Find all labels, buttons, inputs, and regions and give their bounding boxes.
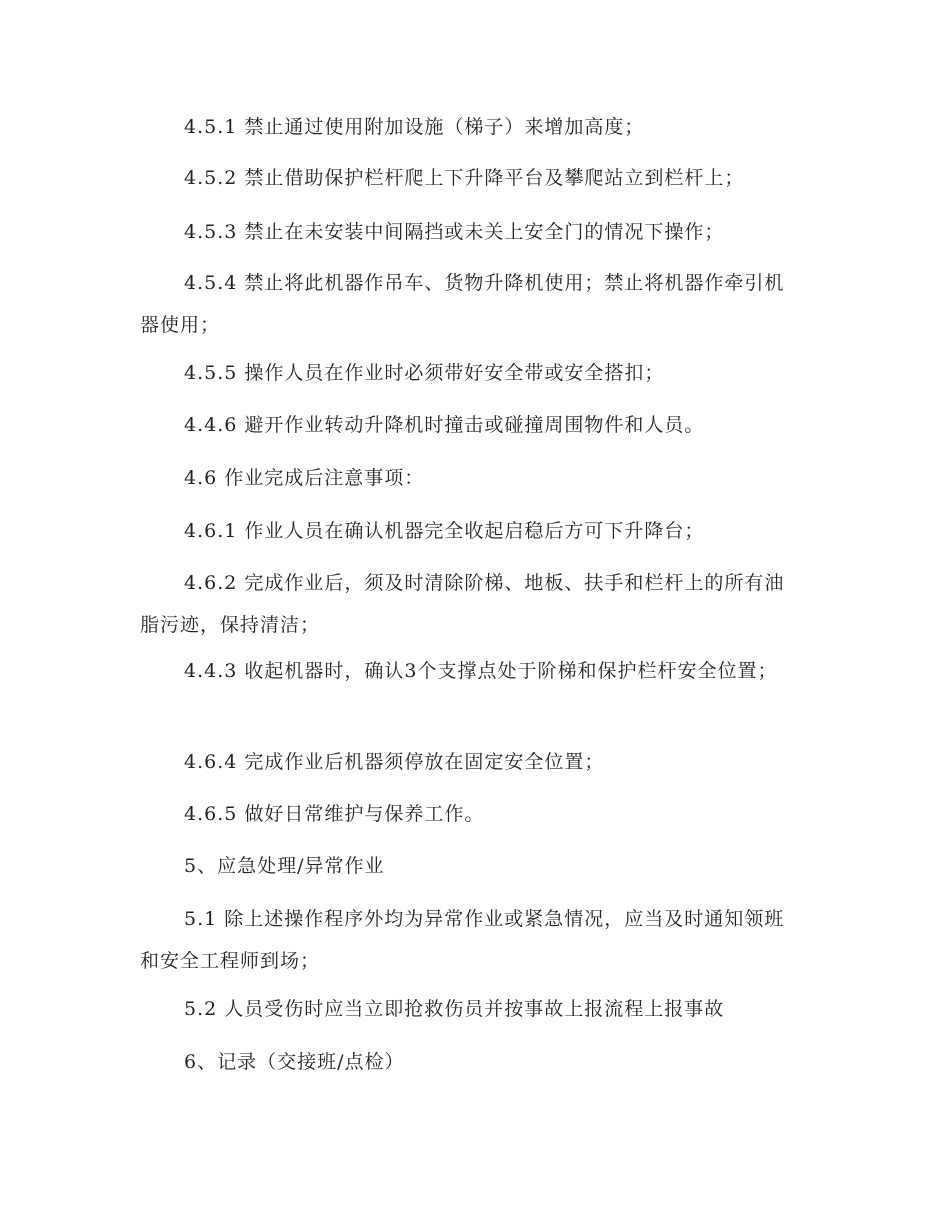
paragraph-4-5-5: 4.5.5 操作人员在作业时必须带好安全带或安全搭扣； (184, 362, 665, 384)
paragraph-5-2: 5.2 人员受伤时应当立即抢救伤员并按事故上报流程上报事故 (184, 998, 725, 1020)
section-heading-4-6: 4.6 作业完成后注意事项： (184, 467, 425, 489)
section-heading-6: 6、记录（交接班/点检） (184, 1051, 405, 1073)
paragraph-4-6-5: 4.6.5 做好日常维护与保养工作。 (184, 803, 485, 825)
section-heading-5: 5、应急处理/异常作业 (184, 855, 385, 877)
paragraph-4-5-2: 4.5.2 禁止借助保护栏杆爬上下升降平台及攀爬站立到栏杆上； (184, 167, 745, 189)
paragraph-4-5-3: 4.5.3 禁止在未安装中间隔挡或未关上安全门的情况下操作； (184, 221, 725, 243)
paragraph-4-5-4: 4.5.4 禁止将此机器作吊车、货物升降机使用；禁止将机器作牵引机器使用； (140, 272, 785, 336)
paragraph-4-4-3: 4.4.3 收起机器时，确认3个支撑点处于阶梯和保护栏杆安全位置； (184, 660, 778, 682)
paragraph-4-5-1: 4.5.1 禁止通过使用附加设施（梯子）来增加高度； (184, 116, 645, 138)
paragraph-4-6-2: 4.6.2 完成作业后，须及时清除阶梯、地板、扶手和栏杆上的所有油脂污迹，保持清洁； (140, 572, 785, 636)
paragraph-4-6-4: 4.6.4 完成作业后机器须停放在固定安全位置； (184, 751, 605, 773)
paragraph-5-1: 5.1 除上述操作程序外均为异常作业或紧急情况，应当及时通知领班和安全工程师到场； (140, 908, 785, 972)
paragraph-4-6-1: 4.6.1 作业人员在确认机器完全收起启稳后方可下升降台； (184, 520, 705, 542)
paragraph-4-4-6: 4.4.6 避开作业转动升降机时撞击或碰撞周围物件和人员。 (184, 414, 705, 436)
